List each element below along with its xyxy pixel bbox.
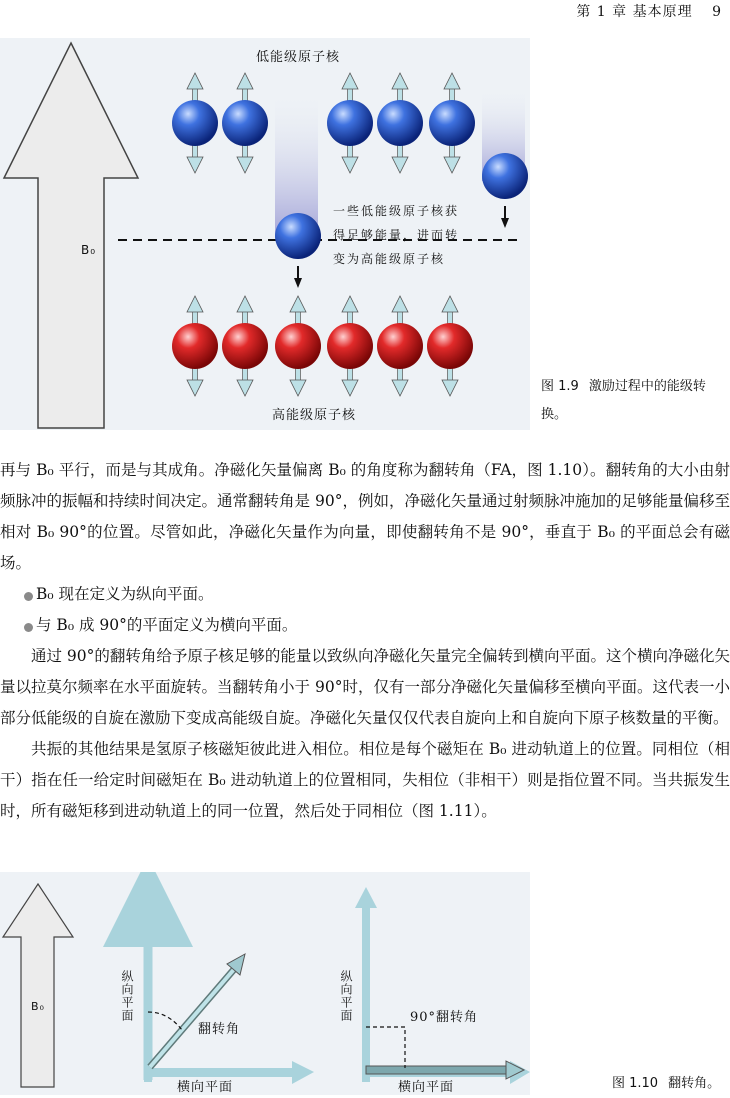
figure-1-9-caption [541, 373, 721, 429]
transition-annotation [333, 199, 483, 271]
paragraph: 通过 90°的翻转角给予原子核足够的能量以致纵向净磁化矢量完全偏转到横向平面。这个横向净磁化矢量以拉莫尔频率在水平面旋转。当翻转角小于 90°时，仅有一部分净磁化矢量偏移至横向平面。这代表一小部分低能级的自旋在激励下变成高能级自旋。净磁化矢量仅仅代表自旋向上和自旋向下原子核数量的平衡。 [0, 647, 730, 727]
high-energy-nucleus [377, 296, 423, 396]
bullet-icon [24, 623, 33, 632]
longitudinal-axis-label: 纵向平面 [120, 970, 134, 1022]
page-number: 9 [712, 4, 722, 20]
page-header [576, 1, 722, 21]
figure-1-9 [0, 38, 530, 430]
transition-nucleus [275, 213, 321, 288]
low-energy-nucleus [172, 73, 218, 173]
transition-nucleus [482, 153, 528, 228]
transverse-axis-label: 横向平面 [398, 1080, 455, 1095]
caption-text: 翻转角。 [668, 1076, 721, 1091]
low-energy-nucleus [377, 73, 423, 173]
right-plot [355, 887, 530, 1084]
high-energy-nucleus [222, 296, 268, 396]
chapter-title: 第 1 章 基本原理 [576, 4, 693, 20]
high-energy-nucleus [427, 296, 473, 396]
high-energy-nucleus [327, 296, 373, 396]
low-energy-nucleus [429, 73, 475, 173]
paragraph: 再与 B₀ 平行，而是与其成角。净磁化矢量偏离 B₀ 的角度称为翻转角（FA，图 1.10）。翻转角的大小由射频脉冲的振幅和持续时间决定。通常翻转角是 90°，例如，净磁化矢量通过射频脉冲施加的足够能量偏移至相对 B₀ 90°的位置。尽管如此，净磁化矢量作为向量，即使翻转角不是 90°，垂直于 B₀ 的平面总会有磁场。 [0, 461, 730, 572]
annotation-line: 得足够能量，进而转 [333, 228, 460, 242]
caption-number: 图 1.9 [541, 379, 579, 394]
flip-angle-label: 翻转角 [198, 1022, 241, 1037]
low-energy-nuclei [172, 73, 475, 173]
caption-number: 图 1.10 [612, 1076, 659, 1091]
transverse-axis-label: 横向平面 [177, 1080, 234, 1095]
left-plot [137, 887, 314, 1084]
b0-arrow-shape [4, 43, 138, 428]
longitudinal-axis-label: 纵向平面 [339, 970, 353, 1022]
figure-1-10-caption [612, 1070, 720, 1098]
annotation-line: 变为高能级原子核 [333, 252, 446, 266]
b0-label: B₀ [31, 1000, 45, 1013]
flip-angle-diagram [0, 872, 530, 1095]
bullet-item [0, 579, 730, 610]
bullet-text: 与 B₀ 成 90°的平面定义为横向平面。 [36, 616, 298, 634]
high-energy-nuclei [172, 296, 473, 396]
annotation-line: 一些低能级原子核获 [333, 204, 460, 218]
high-energy-label: 高能级原子核 [272, 408, 357, 423]
caption-text: 激励过程中的能级转换。 [541, 379, 706, 422]
low-energy-label: 低能级原子核 [256, 50, 341, 65]
b0-label: B₀ [81, 243, 97, 257]
bullet-item [0, 610, 730, 641]
body-text [0, 455, 730, 827]
figure-1-10 [0, 872, 530, 1095]
high-energy-nucleus [275, 296, 321, 396]
bullet-text: B₀ 现在定义为纵向平面。 [36, 585, 214, 603]
flip-90-label: 90°翻转角 [410, 1010, 479, 1025]
bullet-icon [24, 592, 33, 601]
b0-arrow-shape [3, 884, 73, 1087]
low-energy-nucleus [222, 73, 268, 173]
high-energy-nucleus [172, 296, 218, 396]
low-energy-nucleus [327, 73, 373, 173]
paragraph: 共振的其他结果是氢原子核磁矩彼此进入相位。相位是每个磁矩在 B₀ 进动轨道上的位置。同相位（相干）指在任一给定时间磁矩在 B₀ 进动轨道上的位置相同，失相位（非相干）则是指位置不同。当共振发生时，所有磁矩移到进动轨道上的同一位置，然后处于同相位（图 1.11）。 [0, 740, 730, 820]
